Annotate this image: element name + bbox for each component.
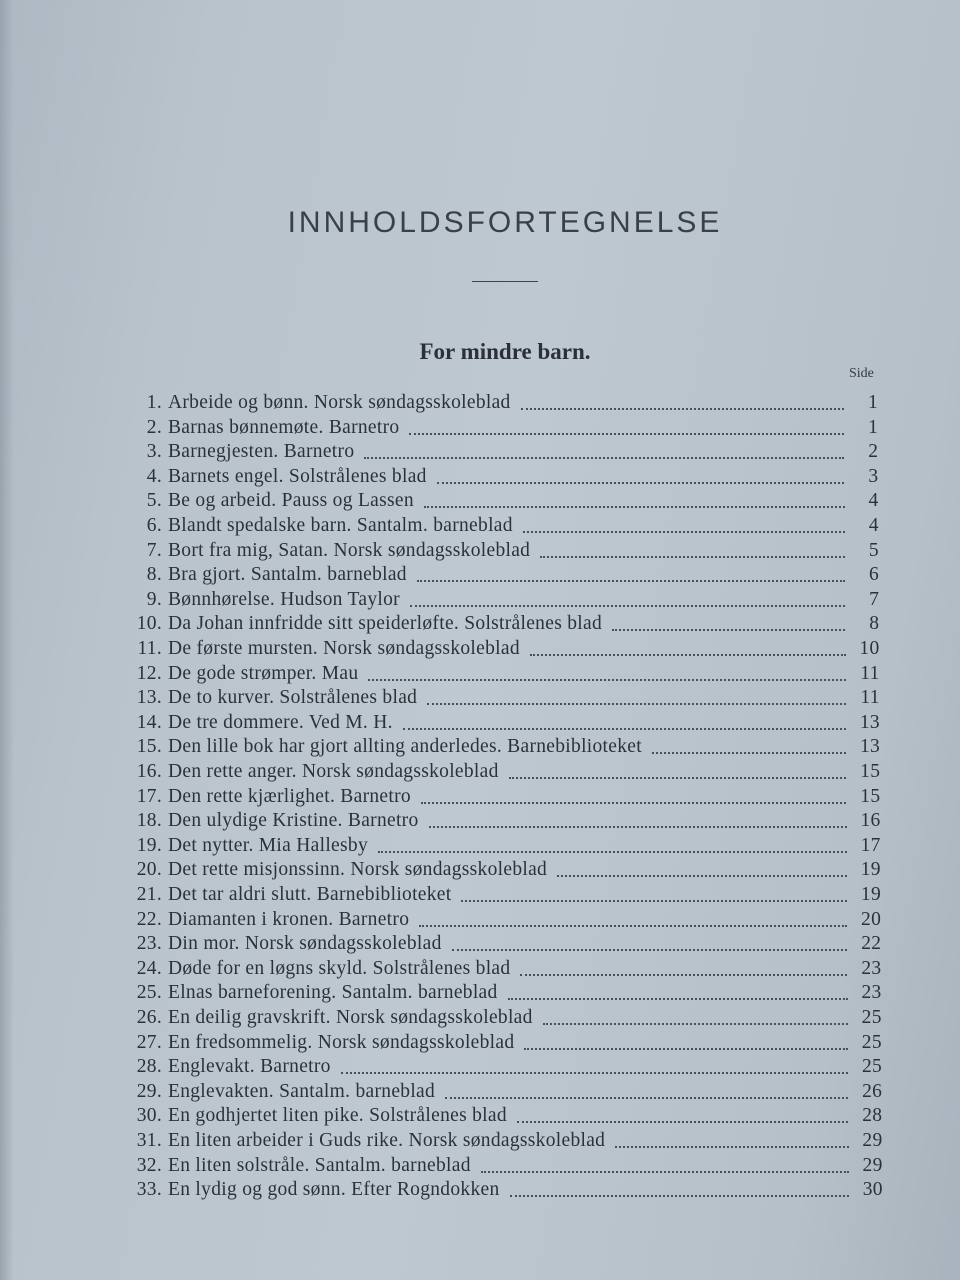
toc-entry-number: 23. [136,933,162,955]
toc-entry-page: 25 [861,1056,883,1078]
toc-entry-number: 13. [136,687,162,709]
toc-entry-title: Den ulydige Kristine. Barnetro [168,810,419,832]
toc-entry-number: 32. [136,1154,162,1176]
toc-entry-title: De to kurver. Solstrålenes blad [168,687,418,709]
toc-entry-title: De første mursten. Norsk søndagsskoleblad [168,638,520,659]
toc-entry [128,810,881,834]
toc-entry-page: 2 [868,441,879,463]
toc-entry-number: 27. [136,1031,162,1053]
toc-entry-title: Den rette anger. Norsk søndagsskoleblad [168,761,499,782]
toc-entry-page: 28 [862,1105,883,1127]
toc-entry-page: 5 [868,539,879,561]
toc-entry-page: 3 [868,465,879,487]
toc-entry-title: Englevakten. Santalm. barneblad [168,1080,436,1102]
toc-dot-leader [437,482,845,484]
toc-entry-page: 7 [869,588,880,610]
toc-entry-page: 4 [868,515,879,536]
toc-dot-leader [427,703,846,705]
toc-entry-number: 14. [136,711,162,733]
toc-entry-page: 29 [862,1154,883,1176]
toc-entry-number: 4. [146,465,162,487]
toc-entry-number: 28. [136,1056,162,1078]
toc-entry [128,589,879,613]
toc-entry-title: Elnas barneforening. Santalm. barneblad [168,982,498,1004]
toc-entry-title: Bønnhørelse. Hudson Taylor [168,588,400,610]
toc-entry-number: 3. [146,441,162,463]
toc-entry-title: Arbeide og bønn. Norsk søndagsskoleblad [168,392,511,413]
toc-dot-leader [364,457,844,459]
toc-entry [128,1105,882,1129]
toc-entry-title: Det nytter. Mia Hallesby [168,834,368,856]
toc-dot-leader [612,629,845,631]
toc-dot-leader [530,654,846,656]
toc-entry-page: 16 [860,810,881,832]
toc-entry-number: 6. [146,515,162,536]
toc-entry-number: 7. [146,539,162,561]
toc-entry-title: Diamanten i kronen. Barnetro [168,908,410,930]
toc-entry-title: Døde for en løgns skyld. Solstrålenes blad [168,957,511,979]
toc-entry [128,490,879,514]
toc-entry [128,736,880,760]
toc-dot-leader [520,974,847,976]
toc-dot-leader [461,900,847,902]
toc-entry-page: 1 [868,416,879,438]
toc-entry-number: 11. [137,638,162,659]
toc-dot-leader [378,851,847,853]
toc-entry-page: 6 [868,564,880,586]
toc-entry-page: 23 [861,957,882,979]
toc-entry-title: En liten solstråle. Santalm. barneblad [168,1154,471,1176]
toc-entry-number: 8. [146,564,162,586]
toc-entry-title: Blandt spedalske barn. Santalm. barneblad [168,515,513,536]
toc-entry-page: 11 [860,662,880,684]
toc-entry [128,613,879,637]
toc-entry-title: En lydig og god sønn. Efter Rogndokken [168,1179,500,1201]
toc-dot-leader [509,777,847,779]
toc-entry-number: 31. [136,1130,162,1151]
toc-entry-number: 18. [136,810,162,832]
toc-entry-title: Englevakt. Barnetro [168,1056,331,1078]
toc-entry [128,564,879,588]
toc-entry-title: Det tar aldri slutt. Barnebiblioteket [168,884,452,905]
toc-entry [128,884,881,908]
section-heading: For mindre barn. [419,339,591,364]
toc-entry [128,1155,883,1179]
toc-dot-leader [510,1195,849,1197]
toc-entry-number: 5. [146,490,162,512]
toc-entry-number: 24. [136,957,162,979]
toc-entry-page: 15 [860,785,881,807]
toc-dot-leader [417,580,845,582]
toc-entry-title: Da Johan innfridde sitt speiderløfte. Solstrålenes blad [168,613,603,635]
toc-entry-page: 8 [869,613,880,635]
toc-entry-number: 33. [136,1179,162,1201]
toc-entry-number: 20. [136,859,162,881]
toc-dot-leader [403,728,846,730]
toc-entry-page: 19 [860,884,881,905]
toc-dot-leader [508,998,848,1000]
toc-dot-leader [429,826,847,828]
toc-entry-number: 16. [136,761,162,782]
toc-dot-leader [523,531,845,533]
toc-entry [128,687,880,711]
page-column-label: Side [849,366,874,381]
toc-entry [128,515,879,539]
toc-dot-leader [557,875,847,877]
document-title: INNHOLDSFORTEGNELSE [287,206,723,239]
toc-entry-page: 1 [867,392,878,413]
toc-entry-page: 19 [860,859,881,881]
toc-entry-number: 26. [136,1007,162,1028]
toc-dot-leader [424,506,845,508]
toc-entry-page: 11 [860,687,880,709]
toc-entry-page: 13 [859,711,880,733]
toc-entry-page: 20 [861,908,882,930]
toc-entry-number: 22. [136,908,162,930]
toc-dot-leader [410,605,845,607]
toc-entry-page: 22 [861,933,882,955]
toc-entry-title: Be og arbeid. Pauss og Lassen [168,490,414,512]
toc-entry-page: 29 [862,1130,883,1151]
toc-entry [128,958,881,982]
toc-entry-page: 25 [861,1031,882,1053]
toc-dot-leader [652,752,846,754]
toc-entry-number: 9. [146,588,162,610]
toc-entry-title: De tre dommere. Ved M. H. [168,711,393,733]
toc-entry [128,909,881,933]
toc-entry [128,663,880,687]
toc-entry [128,540,879,564]
toc-entry-number: 15. [136,736,162,758]
toc-entry [128,761,880,785]
toc-entry-number: 21. [136,884,162,905]
toc-entry-title: En godhjertet liten pike. Solstrålenes blad [168,1105,507,1127]
toc-entry [128,1081,882,1105]
toc-dot-leader [540,556,845,558]
toc-dot-leader [543,1023,848,1025]
toc-dot-leader [421,802,846,804]
toc-entry-number: 17. [136,785,162,807]
toc-entry [128,417,878,441]
toc-dot-leader [517,1121,848,1123]
toc-entry-number: 19. [136,834,162,856]
toc-entry-title: En fredsommelig. Norsk søndagsskoleblad [168,1031,515,1053]
toc-entry-title: Din mor. Norsk søndagsskoleblad [168,933,442,955]
toc-entry-number: 2. [146,416,162,438]
toc-entry [128,982,882,1006]
toc-entry [128,1179,883,1203]
toc-entry-title: De gode strømper. Mau [168,662,359,684]
toc-entry [128,638,880,662]
toc-entry [128,835,881,859]
toc-entry [128,1007,882,1031]
toc-entry-title: En deilig gravskrift. Norsk søndagsskoleblad [168,1007,533,1028]
toc-entry-number: 10. [136,613,162,635]
toc-entry [128,786,880,810]
toc-entry [128,1130,883,1154]
toc-dot-leader [409,433,844,435]
toc-entry-title: Barnets engel. Solstrålenes blad [168,465,427,487]
toc-entry-page: 10 [859,638,880,659]
toc-dot-leader [481,1171,849,1173]
toc-entry [128,859,881,883]
toc-entry [128,466,878,490]
toc-entry-number: 1. [146,392,162,413]
toc-entry-title: Den rette kjærlighet. Barnetro [168,785,411,807]
toc-entry-page: 17 [860,834,881,856]
toc-dot-leader [341,1072,848,1074]
toc-dot-leader [445,1097,848,1099]
toc-entry [128,392,878,416]
toc-entry-page: 25 [861,1007,882,1028]
toc-dot-leader [524,1048,847,1050]
toc-entry-number: 30. [136,1105,162,1127]
toc-entry [128,1032,882,1056]
toc-dot-leader [368,679,845,681]
toc-entry-page: 30 [862,1179,883,1201]
toc-entry [128,933,881,957]
toc-entry-title: Barnas bønnemøte. Barnetro [168,416,400,438]
toc-entry-number: 12. [136,662,162,684]
toc-entry-title: Bra gjort. Santalm. barneblad [168,564,407,586]
toc-entry [128,441,878,465]
toc-entry-number: 29. [136,1080,162,1102]
toc-entry-title: Den lille bok har gjort allting anderledes. Barnebiblioteket [168,736,642,758]
toc-dot-leader [452,949,848,951]
toc-entry-page: 4 [868,490,879,512]
toc-entry-title: Det rette misjonssinn. Norsk søndagsskoleblad [168,859,548,881]
toc-entry-page: 13 [859,736,881,758]
toc-entry-title: Bort fra mig, Satan. Norsk søndagsskoleblad [168,539,531,561]
toc-entry-title: Barnegjesten. Barnetro [168,441,355,463]
toc-dot-leader [521,408,844,410]
toc-entry-page: 15 [860,761,881,782]
toc-entry [128,1056,882,1080]
toc-entry-title: En liten arbeider i Guds rike. Norsk søndagsskoleblad [168,1130,606,1151]
toc-entry-number: 25. [136,982,162,1004]
toc-dot-leader [419,925,847,927]
toc-entry-page: 23 [861,982,882,1004]
toc-dot-leader [615,1146,848,1148]
toc-entry-page: 26 [862,1080,883,1102]
toc-entry [128,712,880,736]
